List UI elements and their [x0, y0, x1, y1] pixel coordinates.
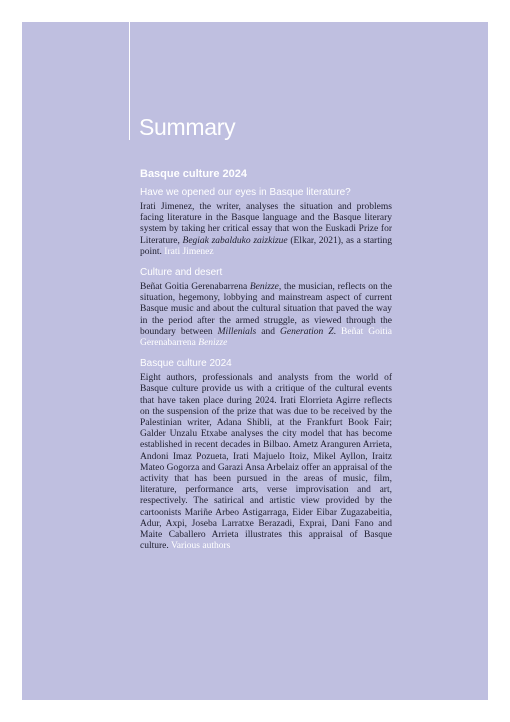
item-title: Culture and desert	[140, 267, 223, 279]
item-body	[140, 202, 392, 258]
item-text: .	[333, 326, 336, 337]
item-text: , the musician, reflects on the situation, hegemony, lobbying and mainstream aspect of current Basque music and about the cultural situation that paved the way in the period after the armed struggle, as viewed through the boundary between	[140, 282, 393, 337]
term: Millenials	[217, 326, 257, 337]
alias: Benizze	[249, 282, 279, 293]
item-text: (Elkar, 2021), as a starting point.	[140, 235, 392, 257]
author-alias: Benizze	[198, 338, 228, 349]
page-title: Summary	[139, 114, 236, 140]
item-text: Irati Jimenez, the writer, analyses the situation and problems facing literature in the Basque language and the Basque literary system by taking her critical essay that won the Euskadi Prize for Literature,	[140, 202, 392, 246]
summary-content	[140, 168, 392, 560]
item-text: Beñat Goitia Gerenabarrena	[140, 282, 250, 293]
item-text: and	[256, 326, 280, 337]
item-title: Have we opened our eyes in Basque literature?	[140, 187, 351, 198]
summary-item-1	[140, 186, 392, 258]
author-name: Beñat Goitia Gerenabarrena	[140, 326, 393, 349]
item-body	[140, 282, 392, 349]
item-title: Basque culture 2024	[140, 358, 232, 370]
vertical-rule	[129, 22, 130, 140]
item-author: Irati Jimenez	[164, 246, 214, 257]
term: Generation Z	[280, 326, 334, 337]
section-heading: Basque culture 2024	[140, 168, 247, 180]
book-title: Begiak zabalduko zaizkizue	[182, 235, 288, 246]
item-author: Various authors	[170, 541, 231, 552]
summary-item-2	[140, 266, 392, 349]
summary-item-3	[140, 357, 392, 552]
item-body	[140, 373, 392, 552]
item-text: Eight authors, professionals and analysts from the world of Basque culture provide us with a critique of the cultural events that have taken place during 2024. Irati Elorrieta Agirre reflects on the suspension of the prize that was due to be received by the Palestinian writer, Adana Shibli, at the Frankfurt Book Fair; Galder Unzalu Etxabe analyses the city model that has become established in recent decades in Bilbao. Ametz Aranguren Arrieta, Andoni Imaz Pozueta, Irati Majuelo Itoiz, Mikel Ayllon, Iraitz Mateo Gogorza and Garazi Ansa Arbelaiz offer an appraisal of the activity that has been pursued in the areas of music, film, literature, performance arts, verse improvisation and art, respectively. The satirical and artistic view provided by the cartoonists Mariñe Arbeo Astigarraga, Eider Eibar Zugazabeitia, Adur, Axpi, Joseba Larratxe Berazadi, Exprai, Dani Fano and Maite Caballero Arrieta illustrates this appraisal of Basque culture.	[140, 373, 392, 552]
